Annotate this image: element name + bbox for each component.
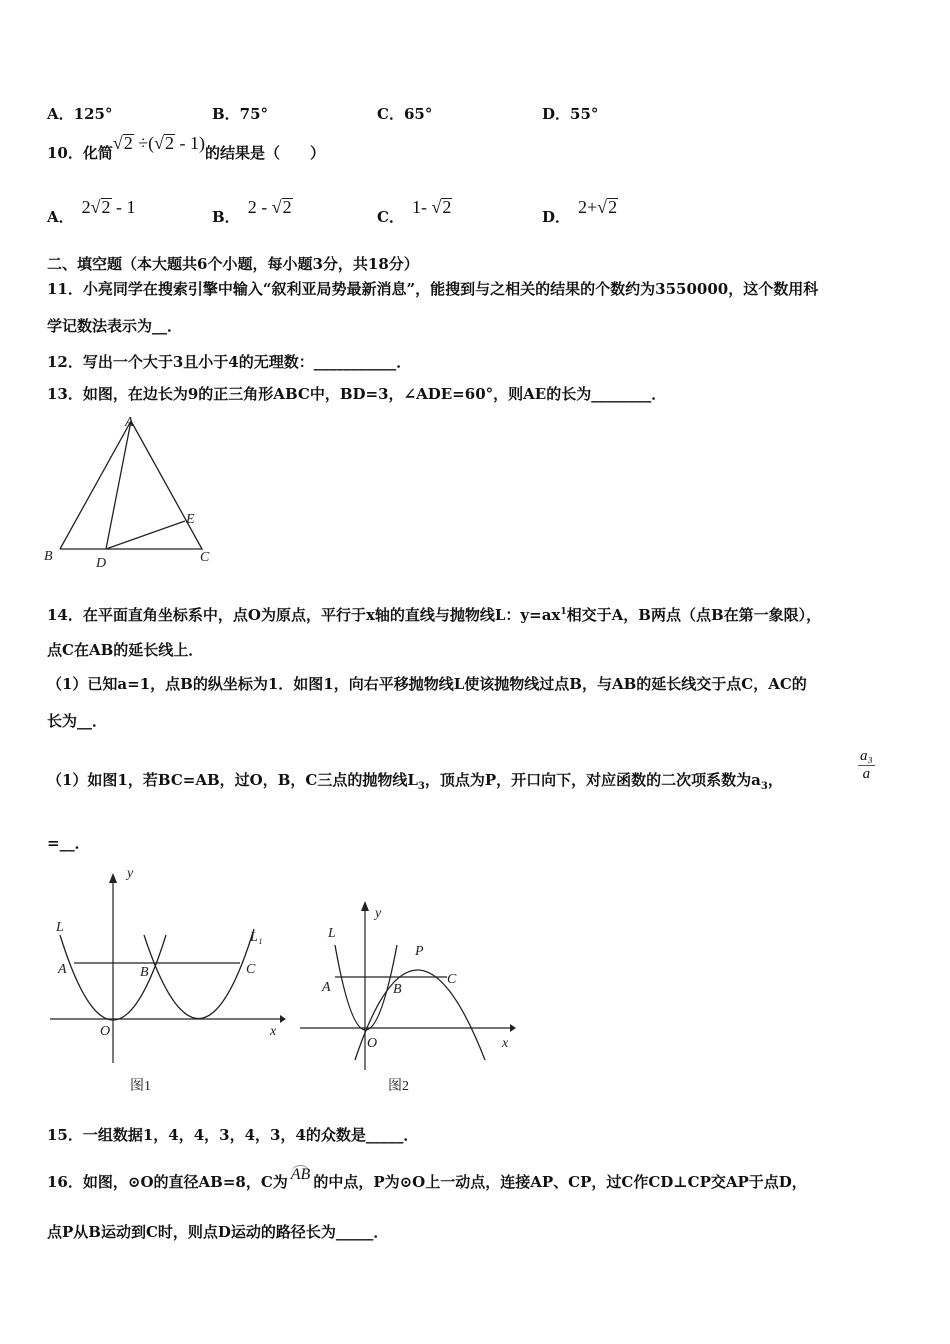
label-b: B <box>44 549 53 564</box>
figure-2 <box>295 895 525 1100</box>
fig2-o-label: O <box>367 1036 378 1051</box>
fig2-b-label: B <box>393 982 402 997</box>
q10-option-c-pre: 1- <box>411 197 432 217</box>
q14-exponent: 1 <box>560 607 567 617</box>
fraction-numerator: a₃ <box>860 748 873 764</box>
fig2-c-label: C <box>447 972 457 987</box>
q13: 13．如图，在边长为9的正三角形ABC中，BD=3，∠ADE=60°，则AE的长为________． <box>47 385 667 403</box>
label-e: E <box>186 512 195 527</box>
q10-option-a: A． 2√2 - 1 <box>47 197 136 226</box>
fraction-a3-over-a <box>858 748 875 783</box>
q10-option-b-label: B． <box>212 208 240 226</box>
q10-option-b-rad: 2 <box>282 197 292 217</box>
label-c: C <box>200 550 210 565</box>
triangle-figure <box>40 408 230 578</box>
q14-part2-mid: ，顶点为P，开口向下，对应函数的二次项系数为a <box>424 771 761 789</box>
q14-line1-pre: 14．在平面直角坐标系中，点O为原点，平行于x轴的直线与抛物线L：y=ax <box>47 606 561 624</box>
q14-part1-line1: （1）已知a=1，点B的纵坐标为1．如图1，向右平移抛物线L使该抛物线过点B，与AB的延长线交于点C，AC的 <box>47 675 807 693</box>
q14-part2-post: ， <box>767 771 783 789</box>
fig1-caption: 图1 <box>130 1079 151 1094</box>
section-heading: 二、填空题（本大题共6个小题，每小题3分，共18分） <box>47 255 419 273</box>
q14-answer-blank: =__． <box>47 834 90 852</box>
q9-option-b: B．75° <box>212 105 269 123</box>
q10-close: - 1) <box>175 133 206 153</box>
q9-option-a: A．125° <box>47 105 113 123</box>
fraction-denominator: a <box>862 766 871 782</box>
q14-part2-pre: （1）如图1，若BC=AB，过O，B，C三点的抛物线L <box>47 771 418 789</box>
q14-line2: 点C在AB的延长线上． <box>47 641 204 659</box>
q16-arc-ab: AB <box>290 1166 311 1183</box>
q12: 12．写出一个大于3且小于4的无理数：___________． <box>47 353 412 371</box>
q10-option-a-pre: 2 <box>81 197 91 217</box>
fig1-b-label: B <box>140 965 149 980</box>
q14-part2-sub: 3 <box>417 781 425 792</box>
figure-1 <box>40 865 290 1100</box>
q10-option-a-label: A． <box>47 208 74 226</box>
q10-option-a-rad: 2 <box>101 197 111 217</box>
label-d: D <box>96 556 107 571</box>
q10-option-d: D． 2+√2 <box>542 197 618 226</box>
q16-post: 的中点，P为⊙O上一动点，连接AP、CP，过C作CD⊥CP交AP于点D， <box>313 1173 807 1191</box>
q9-option-c: C．65° <box>377 105 433 123</box>
q10-option-b-pre: 2 - <box>247 197 272 217</box>
q10-option-c-label: C． <box>377 208 404 226</box>
fig2-a-label: A <box>322 980 331 995</box>
q10-option-d-label: D． <box>542 208 571 226</box>
q10-radicand-2: 2 <box>165 133 175 153</box>
q14-part2-sub2: 3 <box>760 781 768 792</box>
fig1-l1-label: L₁ <box>250 930 263 945</box>
fig1-x-label: x <box>270 1024 277 1039</box>
q16-pre: 16．如图，⊙O的直径AB=8，C为 <box>47 1173 288 1191</box>
fig1-c-label: C <box>246 962 256 977</box>
label-a: A <box>125 415 134 430</box>
fig1-a-label: A <box>58 962 67 977</box>
q10-option-d-rad: 2 <box>608 197 618 217</box>
q9-option-d: D．55° <box>542 105 599 123</box>
q10-option-a-post: - 1 <box>111 197 136 217</box>
fig1-o-label: O <box>100 1024 111 1039</box>
q10-option-c-rad: 2 <box>442 197 452 217</box>
q10-stem: 10．化简√2 ÷(√2 - 1)的结果是（ ） <box>47 133 326 162</box>
fig2-x-label: x <box>502 1036 509 1051</box>
fig1-l-label: L <box>56 920 64 935</box>
fig2-l-label: L <box>328 926 336 941</box>
q15: 15．一组数据1，4，4，3，4，3，4的众数是_____． <box>47 1126 419 1144</box>
fig2-y-label: y <box>375 906 382 921</box>
q16-line1 <box>47 1166 807 1193</box>
q14-line1-post: 相交于A，B两点（点B在第一象限）， <box>566 606 822 624</box>
fig2-p-label: P <box>415 944 424 959</box>
q14-part1-line2: 长为__． <box>47 712 108 730</box>
q10-option-b: B． 2 - √2 <box>212 197 292 226</box>
q10-suffix: 的结果是（ ） <box>205 144 326 162</box>
q10-prefix: 10．化简 <box>47 144 113 162</box>
q14-line1 <box>47 602 821 625</box>
q11-line1: 11．小亮同学在搜索引擎中输入“叙利亚局势最新消息”，能搜到与之相关的结果的个数约为3550000，这个数用科 <box>47 280 819 298</box>
q10-radicand-1: 2 <box>123 133 133 153</box>
q10-divide: ÷( <box>138 133 155 153</box>
fig2-caption: 图2 <box>388 1079 409 1094</box>
q16-line2: 点P从B运动到C时，则点D运动的路径长为_____． <box>47 1223 389 1241</box>
fig1-y-label: y <box>127 866 134 881</box>
q11-line2: 学记数法表示为__． <box>47 317 183 335</box>
q14-part2 <box>47 770 783 797</box>
q10-option-c: C． 1- √2 <box>377 197 452 226</box>
q10-option-d-pre: 2+ <box>578 197 598 217</box>
